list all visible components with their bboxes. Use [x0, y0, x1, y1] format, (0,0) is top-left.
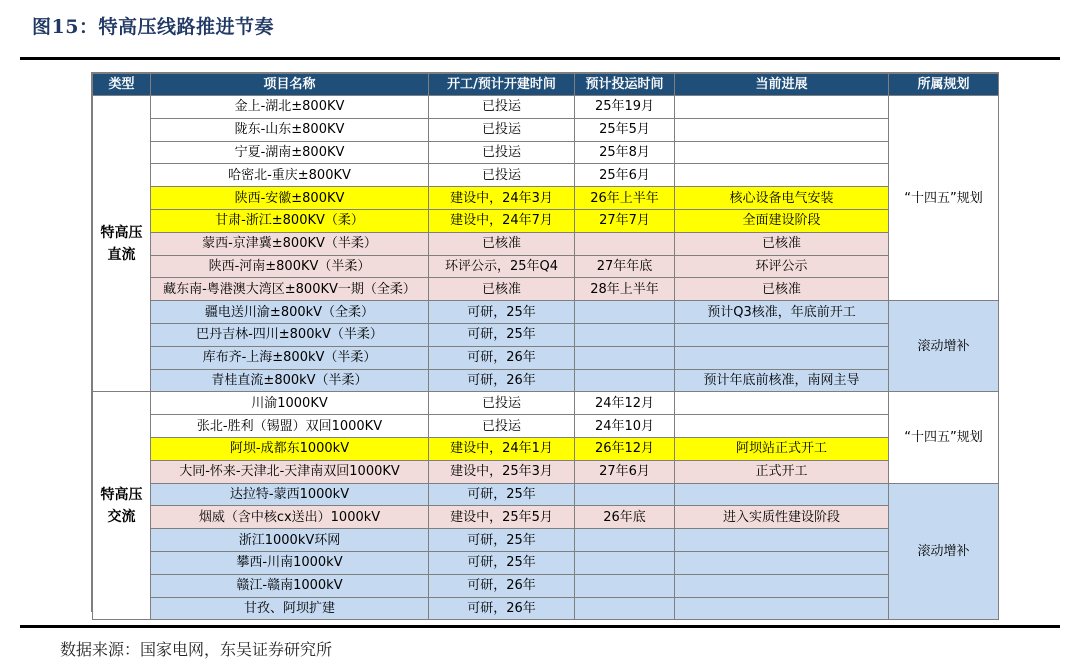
project-name-cell: 阿坝-成都东1000kV — [151, 437, 429, 460]
project-name-cell: 哈密北-重庆±800KV — [151, 164, 429, 187]
progress-cell: 预计年底前核准，南网主导 — [675, 369, 889, 392]
table-row — [93, 141, 999, 164]
header-project-name: 项目名称 — [151, 74, 429, 96]
table-row — [93, 323, 999, 346]
table-row — [93, 164, 999, 187]
start-time-cell: 可研，25年 — [429, 551, 575, 574]
progress-cell: 核心设备电气安装 — [675, 187, 889, 210]
progress-cell — [675, 415, 889, 438]
table-row — [93, 437, 999, 460]
start-time-cell: 建设中，24年7月 — [429, 209, 575, 232]
header-progress: 当前进展 — [675, 74, 889, 96]
operation-time-cell — [575, 301, 675, 324]
source-note: 数据来源：国家电网，东吴证券研究所 — [60, 640, 333, 659]
start-time-cell: 已核准 — [429, 232, 575, 255]
operation-time-cell: 25年19月 — [575, 96, 675, 119]
table-row — [93, 369, 999, 392]
operation-time-cell: 27年6月 — [575, 460, 675, 483]
project-name-cell: 宁夏-湖南±800KV — [151, 141, 429, 164]
start-time-cell: 已投运 — [429, 392, 575, 415]
operation-time-cell: 25年6月 — [575, 164, 675, 187]
project-name-cell: 疆电送川渝±800kV（全柔） — [151, 301, 429, 324]
table-row — [93, 346, 999, 369]
start-time-cell: 已投运 — [429, 415, 575, 438]
project-name-cell: 张北-胜利（锡盟）双回1000KV — [151, 415, 429, 438]
plan-cell: “十四五”规划 — [889, 96, 999, 301]
table-row — [93, 187, 999, 210]
table-row — [93, 415, 999, 438]
progress-cell — [675, 118, 889, 141]
table-body — [93, 96, 999, 620]
project-name-cell: 赣江-赣南1000kV — [151, 574, 429, 597]
operation-time-cell — [575, 551, 675, 574]
progress-cell — [675, 323, 889, 346]
operation-time-cell — [575, 369, 675, 392]
progress-cell — [675, 574, 889, 597]
start-time-cell: 可研，25年 — [429, 529, 575, 552]
header-type: 类型 — [93, 74, 151, 96]
project-name-cell: 烟威（含中核cx送出）1000kV — [151, 506, 429, 529]
table-row — [93, 460, 999, 483]
table-row — [93, 392, 999, 415]
start-time-cell: 可研，26年 — [429, 597, 575, 620]
table-row — [93, 278, 999, 301]
uhv-progress-table — [92, 73, 999, 620]
table-row — [93, 529, 999, 552]
table-row — [93, 232, 999, 255]
table-row — [93, 574, 999, 597]
table-header-row — [93, 74, 999, 96]
start-time-cell: 已核准 — [429, 278, 575, 301]
start-time-cell: 建设中，25年5月 — [429, 506, 575, 529]
progress-cell: 全面建设阶段 — [675, 209, 889, 232]
progress-cell: 预计Q3核准，年底前开工 — [675, 301, 889, 324]
progress-cell — [675, 392, 889, 415]
progress-cell — [675, 597, 889, 620]
start-time-cell: 可研，26年 — [429, 369, 575, 392]
project-name-cell: 甘孜、阿坝扩建 — [151, 597, 429, 620]
start-time-cell: 可研，26年 — [429, 346, 575, 369]
project-name-cell: 达拉特-蒙西1000kV — [151, 483, 429, 506]
operation-time-cell — [575, 232, 675, 255]
header-operation-time: 预计投运时间 — [575, 74, 675, 96]
project-name-cell: 库布齐-上海±800kV（半柔） — [151, 346, 429, 369]
plan-cell: “十四五”规划 — [889, 392, 999, 483]
project-name-cell: 青桂直流±800kV（半柔） — [151, 369, 429, 392]
project-name-cell: 蒙西-京津冀±800KV（半柔） — [151, 232, 429, 255]
operation-time-cell: 26年上半年 — [575, 187, 675, 210]
progress-cell: 环评公示 — [675, 255, 889, 278]
operation-time-cell: 27年年底 — [575, 255, 675, 278]
progress-cell — [675, 164, 889, 187]
start-time-cell: 可研，26年 — [429, 574, 575, 597]
top-rule — [20, 57, 1060, 60]
progress-cell — [675, 529, 889, 552]
project-name-cell: 浙江1000kV环网 — [151, 529, 429, 552]
table-row — [93, 551, 999, 574]
operation-time-cell — [575, 323, 675, 346]
table-row — [93, 597, 999, 620]
operation-time-cell: 27年7月 — [575, 209, 675, 232]
category-cell: 特高压 交流 — [93, 392, 151, 620]
header-start-time: 开工/预计开建时间 — [429, 74, 575, 96]
operation-time-cell: 25年8月 — [575, 141, 675, 164]
operation-time-cell — [575, 597, 675, 620]
progress-cell — [675, 551, 889, 574]
table-row — [93, 483, 999, 506]
operation-time-cell — [575, 529, 675, 552]
start-time-cell: 建设中，24年1月 — [429, 437, 575, 460]
bottom-rule — [20, 625, 1060, 628]
project-name-cell: 陕西-安徽±800KV — [151, 187, 429, 210]
operation-time-cell: 26年12月 — [575, 437, 675, 460]
operation-time-cell — [575, 483, 675, 506]
operation-time-cell: 24年12月 — [575, 392, 675, 415]
table-row — [93, 209, 999, 232]
project-name-cell: 巴丹吉林-四川±800kV（半柔） — [151, 323, 429, 346]
plan-cell: 滚动增补 — [889, 301, 999, 392]
table-row — [93, 96, 999, 119]
progress-cell: 已核准 — [675, 232, 889, 255]
table-row — [93, 255, 999, 278]
progress-cell: 已核准 — [675, 278, 889, 301]
start-time-cell: 可研，25年 — [429, 323, 575, 346]
header-plan: 所属规划 — [889, 74, 999, 96]
plan-cell: 滚动增补 — [889, 483, 999, 620]
project-name-cell: 川渝1000KV — [151, 392, 429, 415]
project-name-cell: 陕西-河南±800KV（半柔） — [151, 255, 429, 278]
start-time-cell: 已投运 — [429, 141, 575, 164]
start-time-cell: 已投运 — [429, 96, 575, 119]
start-time-cell: 建设中，25年3月 — [429, 460, 575, 483]
start-time-cell: 可研，25年 — [429, 483, 575, 506]
start-time-cell: 可研，25年 — [429, 301, 575, 324]
progress-cell — [675, 141, 889, 164]
progress-cell: 正式开工 — [675, 460, 889, 483]
table-row — [93, 118, 999, 141]
operation-time-cell: 25年5月 — [575, 118, 675, 141]
table-row — [93, 301, 999, 324]
figure-title: 图15：特高压线路推进节奏 — [32, 16, 274, 38]
start-time-cell: 环评公示，25年Q4 — [429, 255, 575, 278]
start-time-cell: 已投运 — [429, 118, 575, 141]
project-name-cell: 大同-怀来-天津北-天津南双回1000KV — [151, 460, 429, 483]
table-container — [91, 72, 999, 616]
project-name-cell: 陇东-山东±800KV — [151, 118, 429, 141]
project-name-cell: 甘肃-浙江±800KV（柔） — [151, 209, 429, 232]
progress-cell — [675, 96, 889, 119]
progress-cell — [675, 483, 889, 506]
project-name-cell: 金上-湖北±800KV — [151, 96, 429, 119]
category-cell: 特高压 直流 — [93, 96, 151, 392]
table-row — [93, 506, 999, 529]
project-name-cell: 攀西-川南1000kV — [151, 551, 429, 574]
operation-time-cell — [575, 574, 675, 597]
operation-time-cell: 26年底 — [575, 506, 675, 529]
operation-time-cell: 28年上半年 — [575, 278, 675, 301]
start-time-cell: 已投运 — [429, 164, 575, 187]
operation-time-cell — [575, 346, 675, 369]
progress-cell: 阿坝站正式开工 — [675, 437, 889, 460]
progress-cell — [675, 346, 889, 369]
project-name-cell: 藏东南-粤港澳大湾区±800KV一期（全柔） — [151, 278, 429, 301]
progress-cell: 进入实质性建设阶段 — [675, 506, 889, 529]
operation-time-cell: 24年10月 — [575, 415, 675, 438]
start-time-cell: 建设中，24年3月 — [429, 187, 575, 210]
